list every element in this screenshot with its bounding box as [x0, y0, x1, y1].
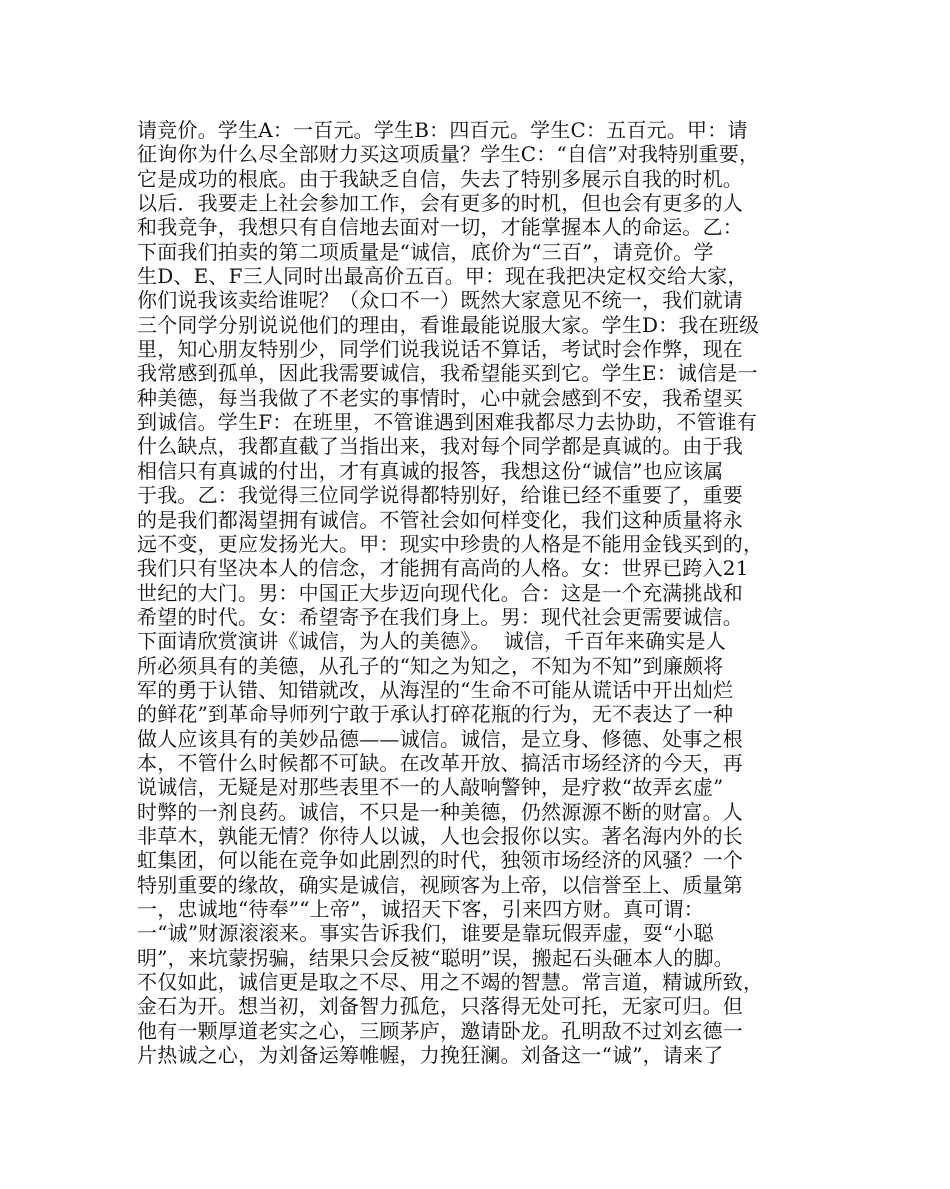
- text-line: 以后．我要走上社会参加工作，会有更多的时机，但也会有更多的人: [137, 191, 743, 216]
- text-line: 一“诚”财源滚滚来。事实告诉我们，谁要是靠玩假弄虚，耍“小聪: [137, 921, 714, 946]
- text-line: 做人应该具有的美妙品德——诚信。诚信，是立身、修德、处事之根: [137, 726, 743, 751]
- text-line: 时弊的一剂良药。诚信，不只是一种美德，仍然源源不断的财富。人: [137, 799, 743, 824]
- text-line: 的鲜花”到革命导师列宁敢于承认打碎花瓶的行为，无不表达了一种: [137, 702, 734, 727]
- text-line: 希望的时代。女：希望寄予在我们身上。男：现代社会更需要诚信。: [137, 604, 743, 629]
- text-line: 远不变，更应发扬光大。甲：现实中珍贵的人格是不能用金钱买到的，: [137, 531, 764, 556]
- text-line: 种美德，每当我做了不老实的事情时，心中就会感到不安，我希望买: [137, 385, 743, 410]
- text-line: 虹集团，何以能在竞争如此剧烈的时代，独领市场经济的风骚？一个: [137, 848, 743, 873]
- text-line: 片热诚之心，为刘备运筹帷幄，力挽狂澜。刘备这一“诚”，请来了: [137, 1043, 724, 1068]
- text-line: 于我。乙：我觉得三位同学说得都特别好，给谁已经不重要了，重要: [137, 483, 743, 508]
- text-line: 特别重要的缘故，确实是诚信，视顾客为上帝，以信誉至上、质量第: [137, 872, 743, 897]
- text-line: 非草木，孰能无情？你待人以诚，人也会报你以实。著名海内外的长: [137, 823, 743, 848]
- text-line: 里，知心朋友特别少，同学们说我说话不算话，考试时会作弊，现在: [137, 337, 743, 362]
- text-line: 本，不管什么时候都不可缺。在改革开放、搞活市场经济的今天，再: [137, 750, 743, 775]
- text-line: 金石为开。想当初，刘备智力孤危，只落得无处可托，无家可归。但: [137, 994, 743, 1019]
- text-line: 相信只有真诚的付出，才有真诚的报答，我想这份“诚信”也应该属: [137, 458, 724, 483]
- text-line: 它是成功的根底。由于我缺乏自信，失去了特别多展示自我的时机。: [137, 166, 743, 191]
- text-line: 他有一颗厚道老实之心，三顾茅庐，邀请卧龙。孔明敌不过刘玄德一: [137, 1018, 743, 1043]
- text-line: 下面我们拍卖的第二项质量是“诚信，底价为“三百”，请竞价。学: [137, 239, 714, 264]
- text-line: 不仅如此，诚信更是取之不尽、用之不竭的智慧。常言道，精诚所致，: [137, 970, 764, 995]
- text-line: 什么缺点，我都直截了当指出来，我对每个同学都是真诚的。由于我: [137, 434, 743, 459]
- text-line: 所必须具有的美德，从孔子的“知之为知之，不知为不知”到廉颇将: [137, 653, 724, 678]
- text-line: 军的勇于认错、知错就改，从海涅的“生命不可能从谎话中开出灿烂: [137, 677, 734, 702]
- text-line: 我们只有坚决本人的信念，才能拥有高尚的人格。女：世界已跨入21: [137, 556, 749, 581]
- text-line: 的是我们都渴望拥有诚信。不管社会如何样变化，我们这种质量将永: [137, 507, 743, 532]
- text-line: 生D、E、F三人同时出最高价五百。甲：现在我把决定权交给大家，: [137, 264, 748, 289]
- text-line: 明”，来坑蒙拐骗，结果只会反被“聪明”误，搬起石头砸本人的脚。: [137, 945, 734, 970]
- text-line: 三个同学分别说说他们的理由，看谁最能说服大家。学生D：我在班级: [137, 312, 760, 337]
- text-line: 一，忠诚地“待奉”“上帝”，诚招天下客，引来四方财。真可谓：: [137, 897, 704, 921]
- text-line: 世纪的大门。男：中国正大步迈向现代化。合：这是一个充满挑战和: [137, 580, 743, 605]
- text-line: 你们说我该卖给谁呢？（众口不一）既然大家意见不统一，我们就请: [137, 288, 743, 313]
- body-text: [137, 118, 827, 1067]
- text-line: 到诚信。学生F：在班里，不管谁遇到困难我都尽力去协助，不管谁有: [137, 410, 758, 435]
- text-line: 下面请欣赏演讲《诚信，为人的美德》。 诚信，千百年来确实是人: [137, 629, 726, 654]
- text-line: 请竞价。学生A：一百元。学生B：四百元。学生C：五百元。甲：请: [137, 118, 748, 142]
- text-line: 我常感到孤单，因此我需要诚信，我希望能买到它。学生E：诚信是一: [137, 361, 758, 386]
- text-line: 征询你为什么尽全部财力买这项质量？学生C：“自信”对我特别重要，: [137, 142, 760, 167]
- text-line: 和我竞争，我想只有自信地去面对一切，才能掌握本人的命运。乙：: [137, 215, 743, 240]
- text-line: 说诚信，无疑是对那些表里不一的人敲响警钟，是疗救“故弄玄虚”: [137, 775, 724, 800]
